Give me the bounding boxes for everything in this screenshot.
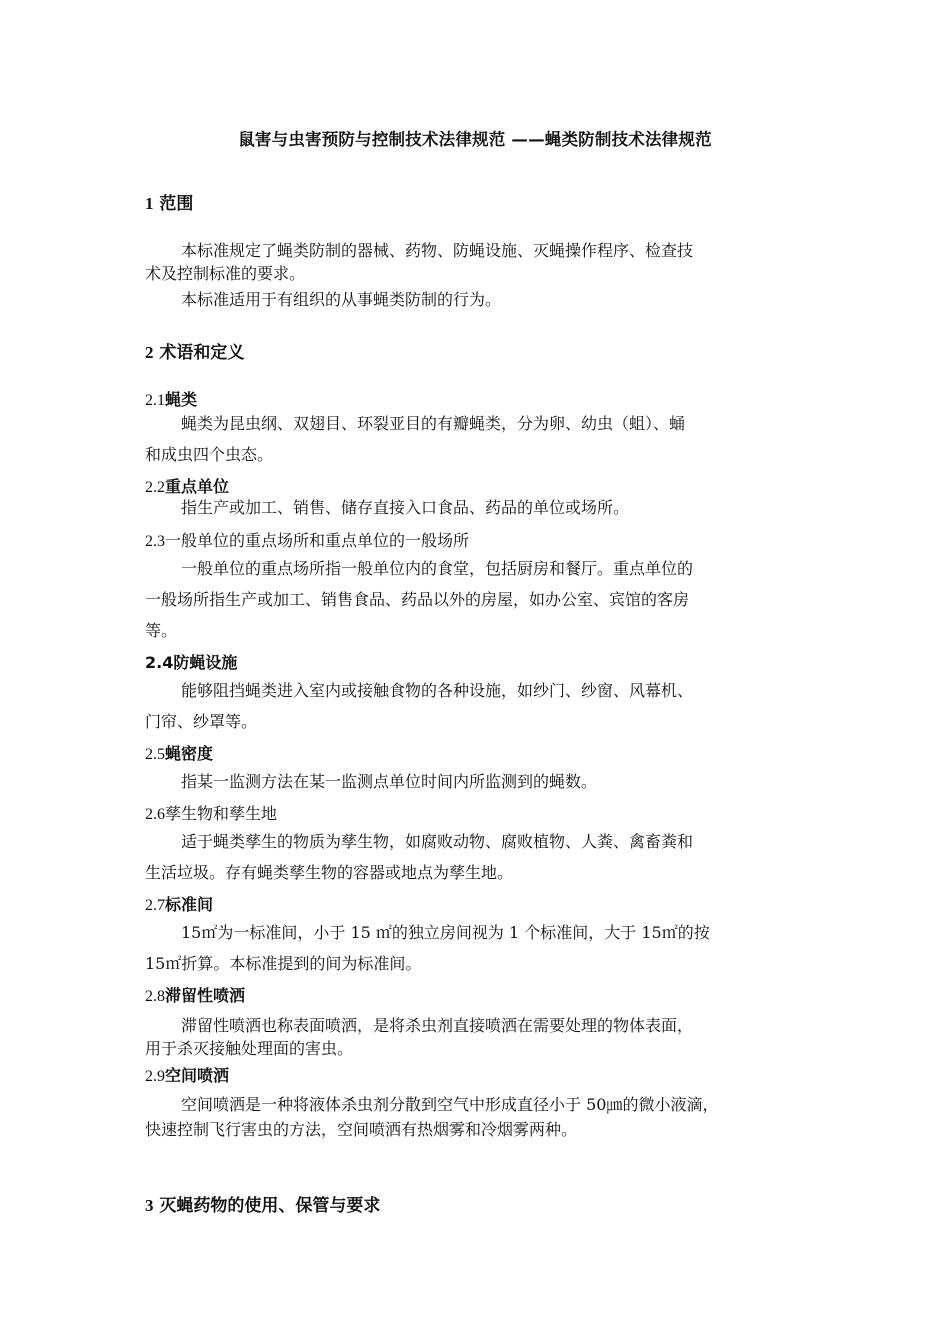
text-line: 本标准适用于有组织的从事蝇类防制的行为。 bbox=[181, 290, 502, 309]
text-line: 一般场所指生产或加工、销售食品、药品以外的房屋，如办公室、宾馆的客房 bbox=[145, 590, 690, 609]
definition-2-7-heading bbox=[145, 892, 213, 915]
section-1-paragraph-2 bbox=[145, 284, 810, 315]
text-line: 用于杀灭接触处理面的害虫。 bbox=[145, 1039, 354, 1058]
definition-term: 空间喷洒 bbox=[165, 1066, 230, 1085]
subsection-number: 2.8 bbox=[145, 988, 165, 1005]
text-line: 适于蝇类孳生的物质为孳生物，如腐败动物、腐败植物、人粪、禽畜粪和 bbox=[181, 832, 694, 851]
definition-2-6-heading bbox=[145, 801, 277, 824]
subsection-number: 2.3 bbox=[145, 533, 165, 550]
subsection-number: 2.9 bbox=[145, 1068, 165, 1085]
subsection-number: 2.1 bbox=[145, 392, 165, 409]
definition-term: 蝇类 bbox=[165, 390, 198, 409]
text-line: 生活垃圾。存有蝇类孳生物的容器或地点为孳生地。 bbox=[145, 863, 514, 882]
text-line: 指生产或加工、销售、储存直接入口食品、药品的单位或场所。 bbox=[181, 498, 630, 517]
text-line: 蝇类为昆虫纲、双翅目、环裂亚目的有瓣蝇类，分为卵、幼虫（蛆）、蛹 bbox=[181, 414, 686, 433]
definition-2-3-heading bbox=[145, 528, 469, 551]
section-3-heading bbox=[145, 1191, 380, 1216]
section-number: 3 bbox=[145, 1196, 154, 1215]
text-line: 门帘、纱罩等。 bbox=[145, 712, 258, 731]
section-1-paragraph-1 bbox=[145, 235, 810, 289]
text-line: 本标准规定了蝇类防制的器械、药物、防蝇设施、灭蝇操作程序、检查技 bbox=[181, 241, 694, 260]
text-line: 术及控制标准的要求。 bbox=[145, 264, 306, 283]
definition-term: 孳生物和孳生地 bbox=[165, 804, 278, 823]
subsection-number: 2.2 bbox=[145, 479, 165, 496]
text-line: 能够阻挡蝇类进入室内或接触食物的各种设施，如纱门、纱窗、风幕机、 bbox=[181, 681, 694, 700]
definition-term: 蝇密度 bbox=[165, 744, 214, 763]
text-line: 等。 bbox=[145, 621, 178, 640]
text-line: 空间喷洒是一种将液体杀虫剂分散到空气中形成直径小于 50㎛的微小液滴， bbox=[181, 1095, 719, 1114]
definition-term: 标准间 bbox=[165, 895, 214, 914]
text-line: 15㎡折算。本标准提到的间为标准间。 bbox=[145, 954, 422, 973]
section-title: 灭蝇药物的使用、保管与要求 bbox=[159, 1196, 381, 1216]
definition-2-4-text bbox=[145, 675, 810, 737]
definition-term: 重点单位 bbox=[165, 477, 230, 496]
section-title: 术语和定义 bbox=[159, 343, 245, 363]
text-line: 快速控制飞行害虫的方法，空间喷洒有热烟雾和冷烟雾两种。 bbox=[145, 1120, 578, 1139]
text-line: 滞留性喷洒也称表面喷洒，是将杀虫剂直接喷洒在需要处理的物体表面， bbox=[181, 1016, 694, 1035]
text-line: 指某一监测方法在某一监测点单位时间内所监测到的蝇数。 bbox=[181, 772, 598, 791]
document-title: 鼠害与虫害预防与控制技术法律规范 ——蝇类防制技术法律规范 bbox=[238, 130, 712, 149]
definition-term: 一般单位的重点场所和重点单位的一般场所 bbox=[165, 531, 470, 550]
definition-term: 防蝇设施 bbox=[173, 653, 238, 672]
text-line: 15㎡为一标准间，小于 15 ㎡的独立房间视为 1 个标准间，大于 15㎡的按 bbox=[181, 923, 710, 942]
subsection-number: 2.5 bbox=[145, 746, 165, 763]
definition-2-4-heading bbox=[145, 650, 237, 673]
section-number: 2 bbox=[145, 343, 154, 362]
definition-2-7-text bbox=[145, 917, 810, 979]
section-title: 范围 bbox=[159, 194, 194, 214]
definition-2-9-heading bbox=[145, 1063, 229, 1086]
definition-2-1-text bbox=[145, 408, 810, 470]
section-2-heading bbox=[145, 338, 244, 363]
definition-2-8-text bbox=[145, 1010, 810, 1064]
definition-term: 滞留性喷洒 bbox=[165, 986, 246, 1005]
subsection-number: 2.6 bbox=[145, 806, 165, 823]
section-1-heading bbox=[145, 189, 193, 214]
definition-2-2-text bbox=[145, 492, 810, 523]
subsection-number: 2.4 bbox=[145, 653, 174, 672]
text-line: 和成虫四个虫态。 bbox=[145, 445, 274, 464]
definition-2-6-text bbox=[145, 826, 810, 888]
definition-2-3-text bbox=[145, 553, 810, 646]
definition-2-5-text bbox=[145, 766, 810, 797]
definition-2-1-heading bbox=[145, 387, 197, 410]
subsection-number: 2.7 bbox=[145, 897, 165, 914]
section-number: 1 bbox=[145, 194, 154, 213]
text-line: 一般单位的重点场所指一般单位内的食堂，包括厨房和餐厅。重点单位的 bbox=[181, 559, 694, 578]
definition-2-8-heading bbox=[145, 983, 245, 1006]
definition-2-9-text bbox=[145, 1089, 810, 1145]
definition-2-5-heading bbox=[145, 741, 213, 764]
